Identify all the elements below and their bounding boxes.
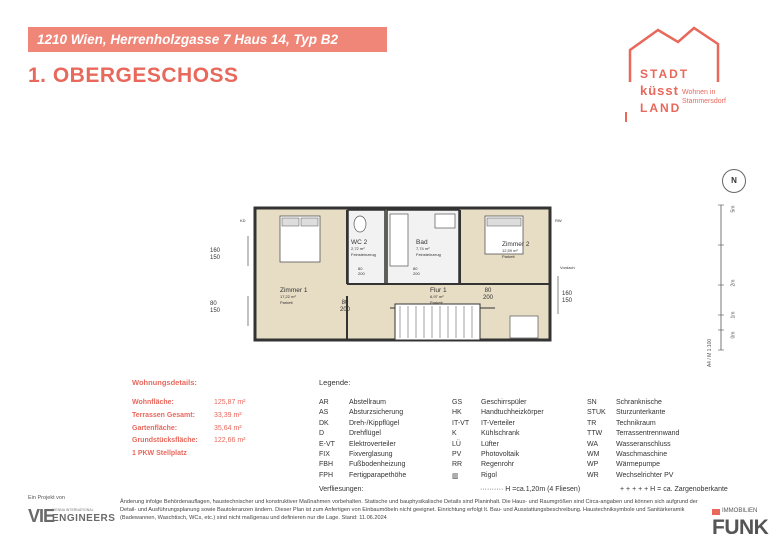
legend-item: SN Schranknische [587,399,662,406]
legend-item: DK Dreh-/Kippflügel [319,419,400,427]
funk-top-label: IMMOBILIEN [722,508,758,514]
legend-item: TR Technikraum [587,419,656,427]
zarge-height-note: + + + + + H = ca. Zargenoberkante [620,486,728,493]
legend-item: ▥ Rigol [452,471,497,480]
tile-height-note: ·········· H =ca.1,20m (4 Fliesen) [480,486,581,493]
scale-mark-2m: 2m [730,279,737,287]
label-vordach: Vordach [560,265,575,270]
logo-word-stadt: STADT [640,67,690,81]
house-roof-icon [620,22,750,142]
legend-column-1 [319,399,439,482]
vie-subtitle: VIENNA INTERNATIONAL [52,508,94,512]
stadt-kuesst-land-logo [620,22,750,142]
logo-word-land: LAND [640,101,682,115]
legend-item: WR Wechselrichter PV [587,471,674,479]
logo-tagline: Wohnen in Stammersdorf [682,89,726,105]
legend-item: FBH Fußbodenheizung [319,461,406,469]
compass-label: N [731,176,737,185]
scale-note: A4 / M 1:100 [707,338,714,368]
legend-item: PV Photovoltaik [452,450,520,458]
legend-item: AS Absturzsicherung [319,409,404,417]
legend-item: AR Abstellraum [319,399,386,406]
door-dim-wc: 80 200 [358,266,365,276]
room-zimmer-2: Zimmer 2 12,59 m² Parkett [502,241,530,259]
legend-item: WP Wärmepumpe [587,461,660,469]
detail-row: Grundstücksfläche: 122,66 m² [132,437,246,444]
label-kd: KD [240,218,246,223]
dim-left-bottom: 80 150 [210,301,221,314]
tile-dots-icon: ·········· [480,486,504,493]
legend-item: D Drehflügel [319,430,381,438]
address-text: 1210 Wien, Herrenholzgasse 7 Haus 14, Typ B2 [37,32,339,47]
scale-mark-0m: 0m [730,331,737,339]
disclaimer-text: Änderung infolge Behördenauflagen, haustechnischer und konstruktiver Maßnahmen vorbehalten. Statische und bauphysikalische Details sind Planinhalt. Die Haus- und Raumgrößen sind Circa-angaben und können sich aufgrund der Detail- und Ausführungsplanung sowie Bautoleranzen ändern. Dieser Plan ist zum Anfertigen von Einbaumöbeln nicht geeignet. Einrichtung erfolgt lt. Bau- und Ausstattungsbeschreibung. Haustechniksymbole und Sanitärkeramik (Badewannen, Waschtisch, WCs, etc.) sind nicht maßgenau und definieren nur die Lage. Stand: 11.06.2024 [120,499,698,521]
label-rw: RW [555,218,562,223]
legend-heading: Legende: [319,378,351,387]
address-banner [28,27,387,52]
scale-mark-1m: 1m [730,311,737,319]
rigol-icon: ▥ [452,472,459,480]
dim-right: 160 150 [562,291,573,304]
scale-bar [700,200,760,370]
funk-label: FUNK [712,516,769,539]
legend-column-2 [452,399,582,482]
logo-word-kuesst: küsst [640,83,679,98]
details-heading: Wohnungsdetails: [132,378,197,387]
detail-row: Terrassen Gesamt: 33,39 m² [132,412,242,419]
vie-logo: VIE [28,506,55,526]
legend-item: LÜ Lüfter [452,440,499,448]
room-bad: Bad 7,74 m² Feinsteinzeug [416,239,441,257]
legend-item: HK Handtuchheizkörper [452,409,544,417]
scale-mark-5m: 5m [730,205,737,213]
door-dim-zimmer-2: 80 200 [483,288,494,301]
dim-left-top: 160 150 [210,248,221,261]
floor-plan [210,196,590,346]
room-zimmer-1: Zimmer 1 17,22 m² Parkett [280,287,308,305]
zarge-crosses-icon: + + + + + [620,486,649,493]
door-dim-zimmer-1: 80 200 [340,300,351,313]
vie-engineers: ENGINEERS [52,513,116,524]
legend-item: GS Geschirrspüler [452,399,527,406]
floor-title: 1. OBERGESCHOSS [28,64,239,87]
legend-item: WM Waschmaschine [587,450,668,458]
legend-column-3 [587,399,717,482]
legend-item: TTW Terrassentrennwand [587,430,680,438]
legend-item: E-VT Elektroverteiler [319,440,396,448]
detail-row: 1 PKW Stellplatz [132,450,187,457]
legend-item: STUK Sturzunterkante [587,409,666,417]
legend-item: WA Wasseranschluss [587,440,671,448]
apartment-details [132,378,246,457]
legend-item: IT-VT IT-Verteiler [452,419,515,427]
room-flur-1: Flur 1 6,97 m² Parkett [430,287,447,305]
detail-row: Gartenfläche: 35,64 m² [132,425,242,432]
verfliesungen-label: Verfliesungen: [319,486,364,493]
legend-item: FPH Fertigparapethöhe [319,471,407,479]
detail-row: Wohnfläche: 125,87 m² [132,399,246,406]
legend-item: FIX Fixverglasung [319,450,393,458]
room-wc-2: WC 2 2,72 m² Feinsteinzeug [351,239,376,257]
funk-accent-icon [712,509,720,515]
door-dim-bad: 80 200 [413,266,420,276]
project-by-label: Ein Projekt von [28,495,65,501]
legend-item: RR Regenrohr [452,461,515,469]
north-compass-icon [722,169,746,193]
legend-item: K Kühlschrank [452,430,520,438]
floor-plan-drawing [220,196,590,346]
